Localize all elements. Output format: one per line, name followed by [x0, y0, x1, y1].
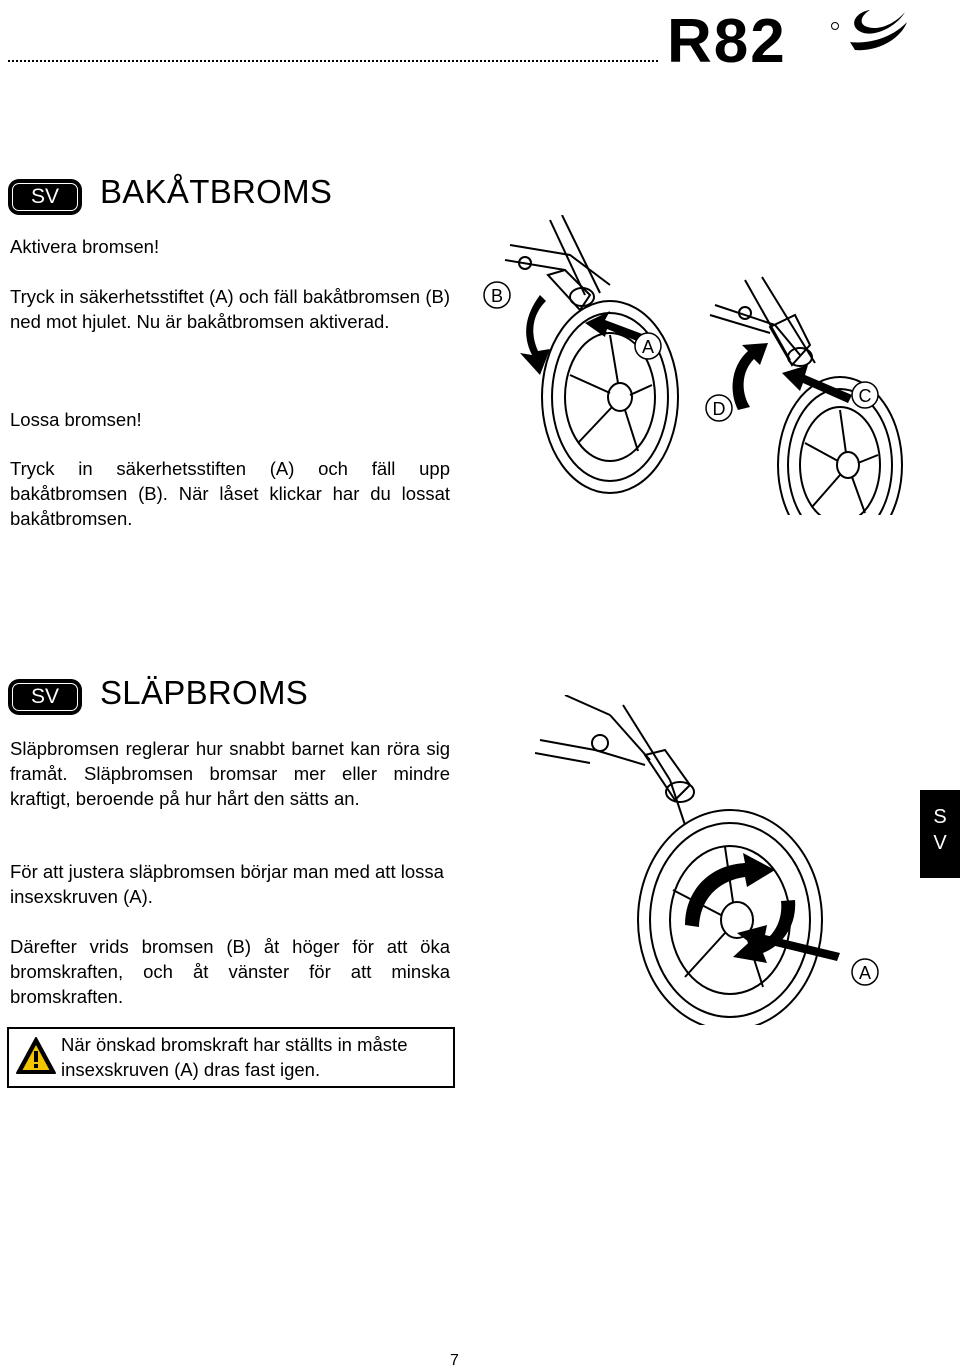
- paragraph: Aktivera bromsen!: [10, 236, 160, 257]
- paragraph: Släpbromsen reglerar hur snabbt barnet kan röra sig framåt. Släpbromsen bromsar mer eller mindre kraftigt, beroende på hur hårt den sätts an.: [10, 738, 450, 809]
- paragraph: Tryck in säkerhetsstiftet (A) och fäll bakåtbromsen (B) ned mot hjulet. Nu är bakåtbromsen aktiverad.: [10, 286, 450, 332]
- paragraph: Därefter vrids bromsen (B) åt höger för att öka bromskraften, och åt vänster för att minska bromskraften.: [10, 936, 450, 1007]
- language-badge: SV: [10, 181, 80, 213]
- warning-icon: [15, 1036, 57, 1076]
- figure-label-b: B: [490, 286, 504, 306]
- figure-label-a: A: [641, 337, 655, 357]
- figure-label-a: A: [858, 963, 872, 983]
- paragraph: För att justera släpbromsen börjar man med att lossa insexskruven (A).: [10, 861, 444, 907]
- paragraph: Lossa bromsen!: [10, 409, 142, 430]
- logo-text: R82: [667, 7, 787, 68]
- page-number: 7: [450, 1352, 459, 1369]
- section-title-slapbroms: SLÄPBROMS: [100, 674, 309, 711]
- section-title-bakatbroms: BAKÅTBROMS: [100, 173, 333, 210]
- language-badge: SV: [10, 681, 80, 713]
- side-tab-letter: S: [933, 806, 947, 828]
- figure-label-d: D: [712, 399, 726, 419]
- warning-text: När önskad bromskraft har ställts in måste insexskruven (A) dras fast igen.: [61, 1034, 408, 1080]
- paragraph: Tryck in säkerhetsstiften (A) och fäll upp bakåtbromsen (B). När låset klickar har du lossat bakåtbromsen.: [10, 458, 450, 529]
- warning-box: [7, 1027, 455, 1088]
- figure-label-c: C: [858, 386, 872, 406]
- header-dotted-rule: [8, 60, 658, 62]
- side-tab-letter: V: [933, 832, 947, 854]
- language-side-tab: [920, 790, 960, 878]
- drag-brake-illustration: [535, 695, 905, 1025]
- back-brake-illustration: [470, 215, 920, 515]
- r82-logo: [665, 2, 955, 68]
